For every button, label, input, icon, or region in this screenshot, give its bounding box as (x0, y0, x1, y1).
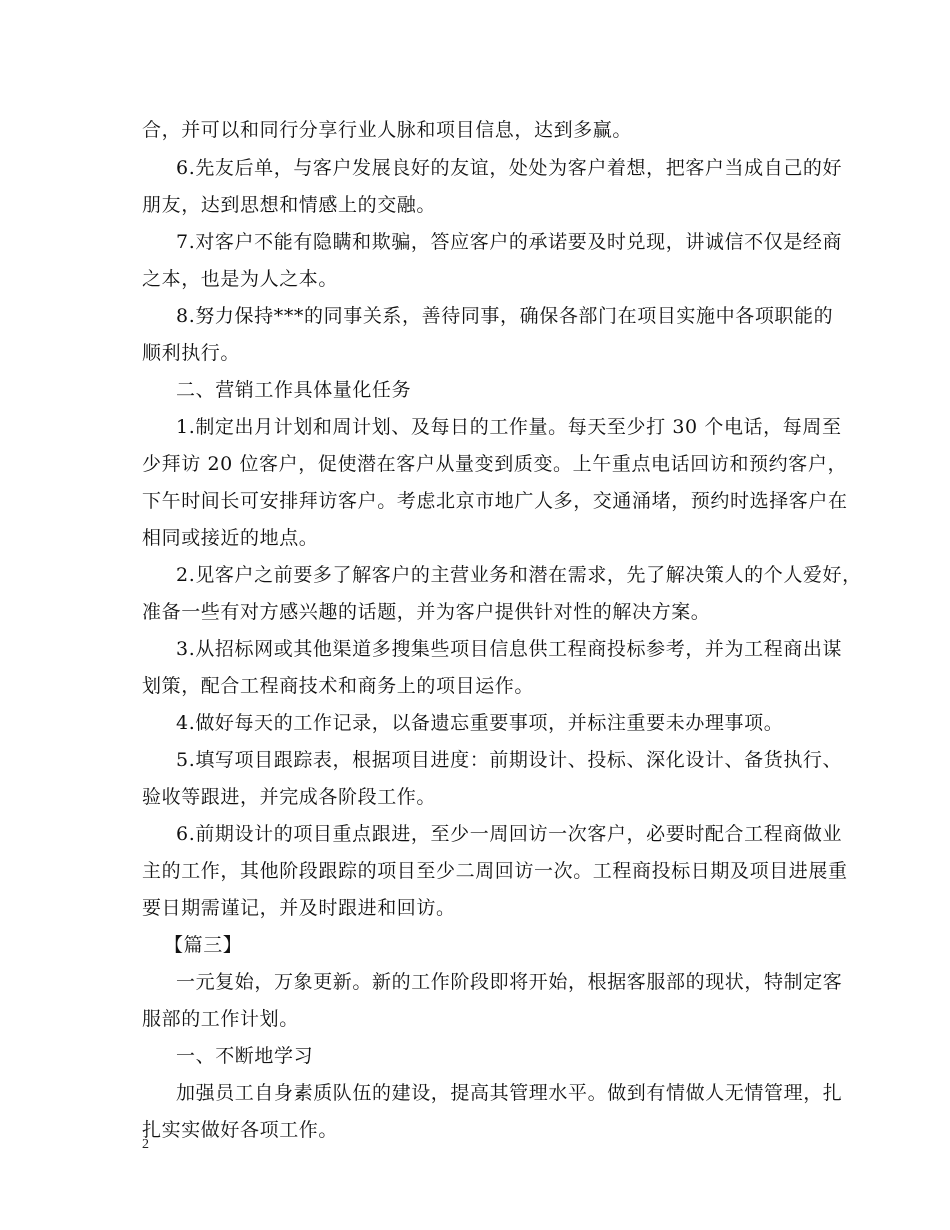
section-heading: 一、不断地学习 (176, 1045, 314, 1067)
text-line: 合，并可以和同行分享行业人脉和项目信息，达到多赢。 (142, 119, 633, 141)
text-line: 服部的工作计划。 (142, 1008, 299, 1030)
text-line: 6.前期设计的项目重点跟进，至少一周回访一次客户，必要时配合工程商做业 (176, 823, 843, 845)
text-line: 7.对客户不能有隐瞒和欺骗，答应客户的承诺要及时兑现，讲诚信不仅是经商 (176, 231, 843, 253)
text-line: 划策，配合工程商技术和商务上的项目运作。 (142, 675, 535, 697)
text-line: 加强员工自身素质队伍的建设，提高其管理水平。做到有情做人无情管理，扎 (176, 1082, 843, 1104)
text-line: 顺利执行。 (142, 342, 241, 364)
text-line: 要日期需谨记，并及时跟进和回访。 (142, 897, 456, 919)
text-line: 4.做好每天的工作记录，以备遗忘重要事项，并标注重要未办理事项。 (176, 712, 784, 734)
text-line: 2.见客户之前要多了解客户的主营业务和潜在需求，先了解决策人的个人爱好， (176, 564, 862, 586)
text-line: 少拜访 20 位客户，促使潜在客户从量变到质变。上午重点电话回访和预约客户， (142, 453, 848, 475)
text-line: 主的工作，其他阶段跟踪的项目至少二周回访一次。工程商投标日期及项目进展重 (142, 860, 848, 882)
text-line: 扎实实做好各项工作。 (142, 1119, 339, 1141)
text-line: 8.努力保持***的同事关系，善待同事，确保各部门在项目实施中各项职能的 (176, 305, 834, 327)
page-number: 2 (142, 1137, 149, 1152)
text-line: 5.填写项目跟踪表，根据项目进度：前期设计、投标、深化设计、备货执行、 (176, 749, 843, 771)
text-line: 准备一些有对方感兴趣的话题，并为客户提供针对性的解决方案。 (142, 601, 711, 623)
section-heading: 二、营销工作具体量化任务 (176, 379, 412, 401)
text-line: 验收等跟进，并完成各阶段工作。 (142, 786, 437, 808)
text-line: 一元复始，万象更新。新的工作阶段即将开始，根据客服部的现状，特制定客 (176, 971, 843, 993)
text-line: 相同或接近的地点。 (142, 527, 319, 549)
text-line: 1.制定出月计划和周计划、及每日的工作量。每天至少打 30 个电话，每周至 (176, 416, 842, 438)
text-line: 3.从招标网或其他渠道多搜集些项目信息供工程商投标参考，并为工程商出谋 (176, 638, 843, 660)
text-line: 6.先友后单，与客户发展良好的友谊，处处为客户着想，把客户当成自己的好 (176, 157, 843, 179)
text-line: 之本，也是为人之本。 (142, 268, 339, 290)
text-line: 朋友，达到思想和情感上的交融。 (142, 194, 437, 216)
section-marker: 【篇三】 (164, 934, 243, 956)
text-line: 下午时间长可安排拜访客户。考虑北京市地广人多，交通涌堵，预约时选择客户在 (142, 490, 848, 512)
